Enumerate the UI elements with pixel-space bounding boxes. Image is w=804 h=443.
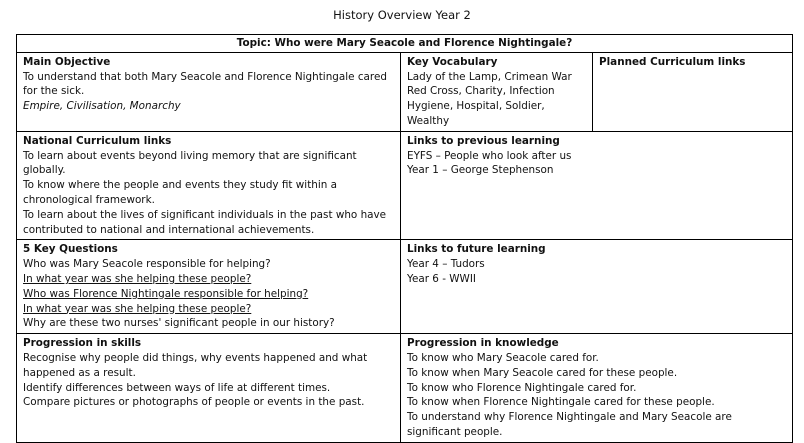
key-questions-cell: [17, 240, 401, 334]
objective-row: [17, 52, 793, 131]
future-learning-line: Year 6 - WWII: [407, 272, 476, 285]
skills-line: Identify differences between ways of life at different times.: [23, 381, 331, 394]
main-objective-cell: [17, 52, 401, 131]
questions-row: [17, 240, 793, 334]
page-title: History Overview Year 2: [333, 8, 471, 22]
main-objective-text: To understand that both Mary Seacole and Florence Nightingale cared for the sick.: [23, 70, 387, 98]
main-objective-keywords: Empire, Civilisation, Monarchy: [23, 100, 181, 113]
progression-knowledge-heading: Progression in knowledge: [407, 337, 559, 350]
planned-curriculum-heading: Planned Curriculum links: [599, 55, 746, 68]
future-learning-line: Year 4 – Tudors: [407, 258, 485, 271]
topic-heading: Topic: Who were Mary Seacole and Florence Nightingale?: [17, 35, 793, 53]
curriculum-line: To learn about the lives of significant individuals in the past who have contributed to national and international achievements.: [23, 208, 387, 236]
future-learning-heading: Links to future learning: [407, 243, 546, 256]
knowledge-line: To know when Mary Seacole cared for these people.: [407, 366, 678, 379]
planned-curriculum-cell: [593, 52, 793, 131]
previous-learning-line: Year 1 – George Stephenson: [407, 164, 554, 177]
skills-line: Recognise why people did things, why events happened and what happened as a result.: [23, 351, 368, 379]
previous-learning-cell: [401, 131, 793, 240]
topic-row: [17, 35, 793, 53]
knowledge-line: To understand why Florence Nightingale and Mary Seacole are significant people.: [407, 411, 732, 438]
progression-skills-cell: [17, 334, 401, 443]
vocabulary-line: Red Cross, Charity, Infection: [407, 85, 555, 98]
future-learning-cell: [401, 240, 793, 334]
previous-learning-line: EYFS – People who look after us: [407, 149, 572, 162]
progression-skills-heading: Progression in skills: [23, 337, 142, 350]
key-question: Who was Florence Nightingale responsible for helping?: [23, 287, 309, 300]
curriculum-line: To learn about events beyond living memory that are significant globally.: [23, 149, 357, 177]
key-question: Why are these two nurses' significant people in our history?: [23, 317, 335, 330]
key-question: Who was Mary Seacole responsible for helping?: [23, 258, 271, 271]
previous-learning-heading: Links to previous learning: [407, 134, 560, 147]
vocabulary-line: Hygiene, Hospital, Soldier, Wealthy: [407, 100, 545, 127]
vocabulary-line: Lady of the Lamp, Crimean War: [407, 70, 572, 83]
skills-line: Compare pictures or photographs of people or events in the past.: [23, 396, 365, 409]
overview-table: [16, 34, 793, 443]
curriculum-row: [17, 131, 793, 240]
progression-knowledge-cell: [401, 334, 793, 443]
key-vocabulary-heading: Key Vocabulary: [407, 55, 498, 68]
key-question: In what year was she helping these people?: [23, 272, 252, 285]
key-vocabulary-cell: [401, 52, 593, 131]
key-question: In what year was she helping these people?: [23, 302, 252, 315]
progression-row: [17, 334, 793, 443]
knowledge-line: To know who Mary Seacole cared for.: [407, 351, 599, 364]
national-curriculum-cell: [17, 131, 401, 240]
national-curriculum-heading: National Curriculum links: [23, 134, 172, 147]
knowledge-line: To know when Florence Nightingale cared for these people.: [407, 396, 715, 409]
key-questions-heading: 5 Key Questions: [23, 243, 118, 256]
knowledge-line: To know who Florence Nightingale cared for.: [407, 381, 637, 394]
main-objective-heading: Main Objective: [23, 55, 111, 68]
curriculum-line: To know where the people and events they study fit within a chronological framework.: [23, 179, 337, 206]
